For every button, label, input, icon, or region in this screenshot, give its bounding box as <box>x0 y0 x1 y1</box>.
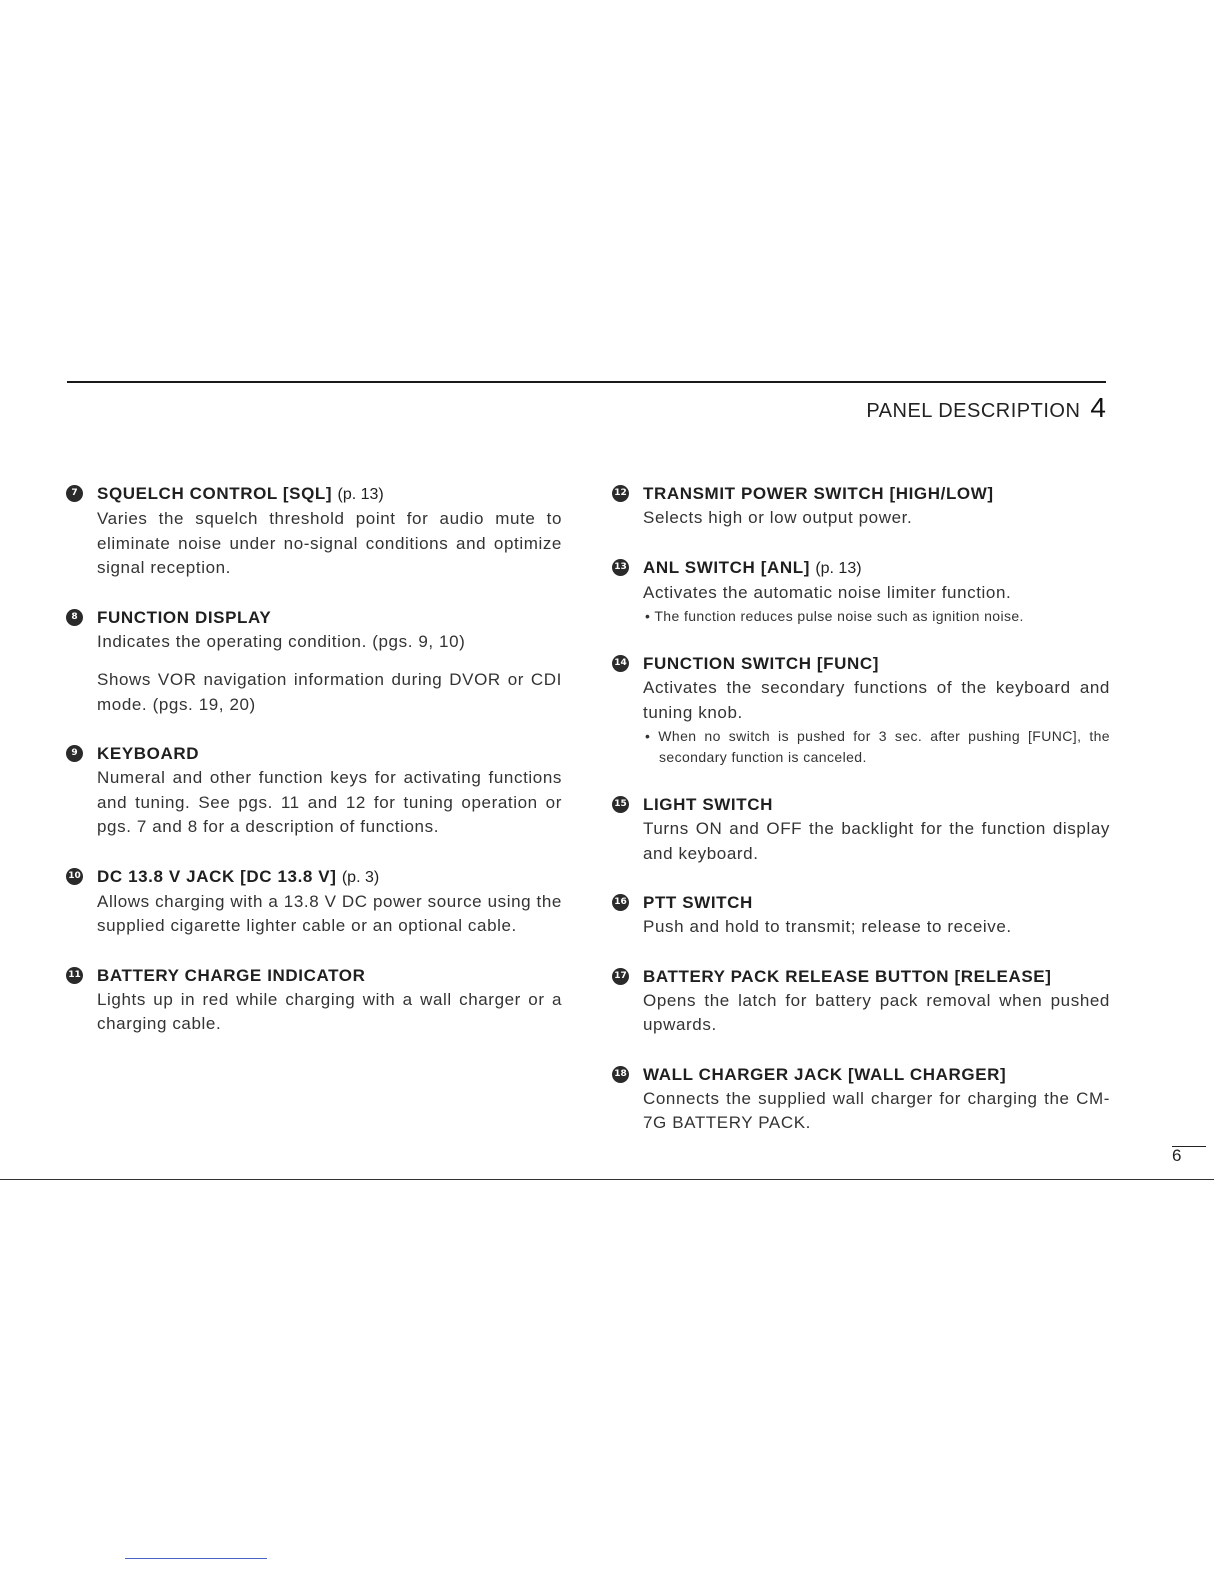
item-number-badge: 11 <box>66 967 83 984</box>
item-number-badge: 12 <box>612 485 629 502</box>
item-description: Indicates the operating condition. (pgs. 9, 10) <box>97 631 466 651</box>
item-title: SQUELCH CONTROL [SQL] <box>97 484 333 503</box>
page-number: 6 <box>1172 1146 1182 1165</box>
item-transmit-power-switch <box>612 482 1110 531</box>
item-description: Opens the latch for battery pack removal when pushed upwards. <box>643 990 1110 1034</box>
item-ptt-switch <box>612 891 1110 940</box>
item-number-badge: 10 <box>66 868 83 885</box>
item-dc-jack <box>66 865 562 939</box>
item-wall-charger-jack <box>612 1063 1110 1136</box>
item-title: ANL SWITCH [ANL] <box>643 557 810 577</box>
item-description: Lights up in red while charging with a wall charger or a charging cable. <box>97 989 562 1033</box>
item-title: LIGHT SWITCH <box>643 795 773 814</box>
item-function-display <box>66 606 562 718</box>
item-description: Numeral and other function keys for activating functions and tuning. See pgs. 11 and 12 for tuning operation or pgs. 7 and 8 for a description of functions. <box>97 768 562 836</box>
item-title: BATTERY CHARGE INDICATOR <box>97 965 366 985</box>
item-keyboard <box>66 742 562 840</box>
item-function-switch <box>612 652 1110 768</box>
item-page-ref: (p. 3) <box>341 868 380 886</box>
item-number-badge: 8 <box>66 609 83 626</box>
item-number-badge: 15 <box>612 796 629 813</box>
item-number-badge: 14 <box>612 655 629 672</box>
item-note: • The function reduces pulse noise such as ignition noise. <box>645 608 1024 624</box>
item-page-ref: (p. 13) <box>337 486 384 503</box>
bullet-icon: • <box>645 608 655 624</box>
item-title: FUNCTION DISPLAY <box>97 607 272 627</box>
item-description: Turns ON and OFF the backlight for the function display and keyboard. <box>643 819 1110 863</box>
item-battery-charge-indicator <box>66 964 562 1037</box>
header-rule <box>67 381 1106 383</box>
right-column <box>612 482 1110 1161</box>
left-column <box>66 482 562 1062</box>
section-title: PANEL DESCRIPTION <box>866 400 1081 422</box>
item-page-ref: (p. 13) <box>815 559 862 577</box>
item-description: Activates the automatic noise limiter function. <box>643 582 1012 602</box>
item-battery-release-button <box>612 965 1110 1038</box>
item-light-switch <box>612 793 1110 866</box>
scan-mark-line <box>125 1558 267 1559</box>
item-description-extra: Shows VOR navigation information during DVOR or CDI mode. (pgs. 19, 20) <box>97 670 562 714</box>
item-title: DC 13.8 V JACK [DC 13.8 V] <box>97 866 337 886</box>
item-description: Selects high or low output power. <box>643 508 913 527</box>
item-title: TRANSMIT POWER SWITCH [HIGH/LOW] <box>643 484 994 503</box>
item-number-badge: 17 <box>612 968 629 985</box>
item-description: Allows charging with a 13.8 V DC power source using the supplied cigarette lighter cable or an optional cable. <box>97 891 562 935</box>
item-number-badge: 9 <box>66 745 83 762</box>
item-title: BATTERY PACK RELEASE BUTTON [RELEASE] <box>643 966 1052 986</box>
item-title: KEYBOARD <box>97 744 200 763</box>
item-description: Push and hold to transmit; release to receive. <box>643 917 1012 936</box>
item-squelch-control <box>66 482 562 581</box>
item-title: WALL CHARGER JACK [WALL CHARGER] <box>643 1064 1007 1084</box>
item-note: • When no switch is pushed for 3 sec. after pushing [FUNC], the secondary function is canceled. <box>645 728 1110 765</box>
item-description: Activates the secondary functions of the keyboard and tuning knob. <box>643 678 1110 722</box>
page-header <box>866 392 1106 424</box>
item-number-badge: 18 <box>612 1066 629 1083</box>
item-title: FUNCTION SWITCH [FUNC] <box>643 654 880 673</box>
item-description: Varies the squelch threshold point for audio mute to eliminate noise under no-signal conditions and optimize signal reception. <box>97 509 562 577</box>
item-description: Connects the supplied wall charger for charging the CM-7G BATTERY PACK. <box>643 1088 1110 1132</box>
chapter-number: 4 <box>1090 392 1106 423</box>
item-anl-switch <box>612 556 1110 628</box>
item-number-badge: 7 <box>66 485 83 502</box>
footer-rule <box>0 1179 1214 1180</box>
item-title: PTT SWITCH <box>643 893 753 912</box>
item-number-badge: 16 <box>612 894 629 911</box>
item-number-badge: 13 <box>612 559 629 576</box>
bullet-icon: • <box>645 728 659 744</box>
